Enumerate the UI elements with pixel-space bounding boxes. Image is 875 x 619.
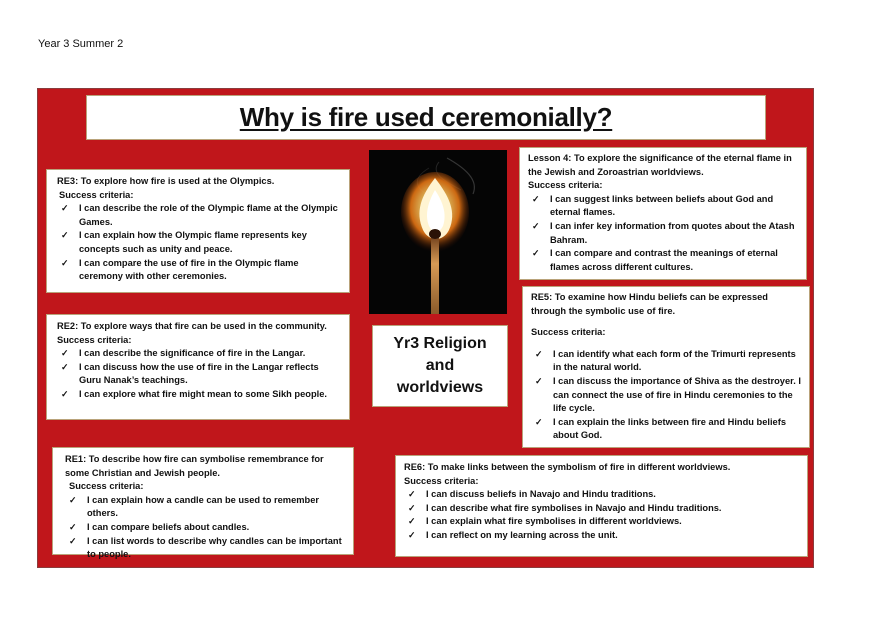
checkmark-icon: ✓ [61, 203, 69, 214]
display-board [37, 88, 814, 568]
re3-success-label: Success criteria: [59, 189, 134, 200]
re5-box [522, 286, 810, 448]
list-item: ✓ I can discuss the importance of Shiva as the destroyer. I can connect the use of fire in Hindu ceremonies to the life cycle. [535, 375, 802, 414]
re2-success-label: Success criteria: [57, 334, 132, 345]
burning-match-image [369, 150, 507, 314]
checkmark-icon: ✓ [532, 248, 540, 259]
unit-title-box [372, 325, 508, 407]
checkmark-icon: ✓ [69, 494, 77, 505]
list-item: ✓ I can describe the significance of fire in the Langar. [57, 347, 343, 361]
re3-box [46, 169, 350, 293]
list-item: ✓ I can discuss beliefs in Navajo and Hindu traditions. [404, 488, 801, 502]
checkmark-icon: ✓ [61, 361, 69, 372]
checkmark-icon: ✓ [61, 348, 69, 359]
checkmark-icon: ✓ [535, 348, 543, 359]
list-item: ✓ I can compare beliefs about candles. [65, 521, 347, 535]
lesson4-objective: Lesson 4: To explore the significance of the eternal flame in the Jewish and Zoroastrian worldviews. [528, 153, 792, 177]
re2-box [46, 314, 350, 420]
list-item: ✓ I can describe what fire symbolises in Navajo and Hindu traditions. [404, 502, 801, 516]
checkmark-icon: ✓ [69, 535, 77, 546]
list-item: ✓ I can identify what each form of the Trimurti represents in the natural world. [535, 348, 796, 373]
re6-success-label: Success criteria: [404, 475, 479, 486]
lesson4-box [519, 147, 807, 280]
list-item: ✓ I can describe the role of the Olympic flame at the Olympic Games. [61, 203, 338, 227]
checkmark-icon: ✓ [69, 521, 77, 532]
checkmark-icon: ✓ [61, 388, 69, 399]
re1-box [52, 447, 354, 560]
list-item: ✓ I can explain what fire symbolises in different worldviews. [404, 515, 801, 529]
list-item: ✓ I can explain how a candle can be used to remember others. [69, 494, 319, 519]
checkmark-icon: ✓ [61, 257, 69, 268]
re2-criteria-list [57, 347, 343, 401]
re1-objective: RE1: To describe how fire can symbolise remembrance for some Christian and Jewish people. [65, 454, 324, 478]
re6-criteria-list [404, 488, 801, 542]
re6-objective: RE6: To make links between the symbolism of fire in different worldviews. [404, 462, 731, 472]
re1-success-label: Success criteria: [69, 481, 144, 492]
list-item: ✓ I can reflect on my learning across the unit. [404, 529, 801, 543]
list-item: ✓ I can suggest links between beliefs about God and eternal flames. [532, 193, 774, 218]
list-item: ✓ I can infer key information from quotes about the Atash Bahram. [532, 220, 795, 245]
re5-criteria-list [531, 348, 803, 443]
list-item: ✓ I can discuss how the use of fire in the Langar reflects Guru Nanak’s teachings. [61, 361, 319, 386]
list-item: ✓ I can compare and contrast the meanings of eternal flames across different cultures. [532, 248, 778, 272]
checkmark-icon: ✓ [408, 529, 416, 540]
checkmark-icon: ✓ [535, 416, 543, 427]
list-item: ✓ I can list words to describe why candles can be important to people. [69, 535, 342, 560]
re1-criteria-list [65, 494, 347, 562]
checkmark-icon: ✓ [535, 375, 543, 386]
list-item: ✓ I can compare the use of fire in the Olympic flame ceremony with other ceremonies. [61, 257, 299, 282]
list-item: ✓ I can explain how the Olympic flame represents key concepts such as unity and peace. [61, 230, 307, 254]
re5-objective: RE5: To examine how Hindu beliefs can be expressed through the symbolic use of fire. [531, 292, 768, 316]
unit-title-line-1: Yr3 Religion [393, 335, 487, 352]
re2-objective: RE2: To explore ways that fire can be used in the community. [57, 321, 327, 331]
list-item: ✓ I can explore what fire might mean to some Sikh people. [57, 388, 343, 402]
re3-objective: RE3: To explore how fire is used at the Olympics. [57, 176, 275, 186]
checkmark-icon: ✓ [408, 516, 416, 527]
re3-criteria-list [57, 202, 343, 284]
list-item: ✓ I can explain the links between fire and Hindu beliefs about God. [535, 416, 786, 441]
checkmark-icon: ✓ [408, 489, 416, 500]
page-title: Why is fire used ceremonially? [239, 101, 613, 132]
unit-title-line-3: worldviews [396, 379, 484, 396]
re6-box [395, 455, 808, 557]
unit-title-line-2: and [425, 357, 455, 374]
checkmark-icon: ✓ [408, 502, 416, 513]
re5-success-label: Success criteria: [531, 327, 606, 338]
checkmark-icon: ✓ [532, 220, 540, 231]
flame-icon [369, 150, 507, 314]
lesson4-criteria-list [528, 193, 800, 275]
lesson4-success-label: Success criteria: [528, 180, 603, 191]
checkmark-icon: ✓ [532, 193, 540, 204]
checkmark-icon: ✓ [61, 230, 69, 241]
title-banner [86, 95, 766, 140]
document-header: Year 3 Summer 2 [38, 38, 124, 50]
